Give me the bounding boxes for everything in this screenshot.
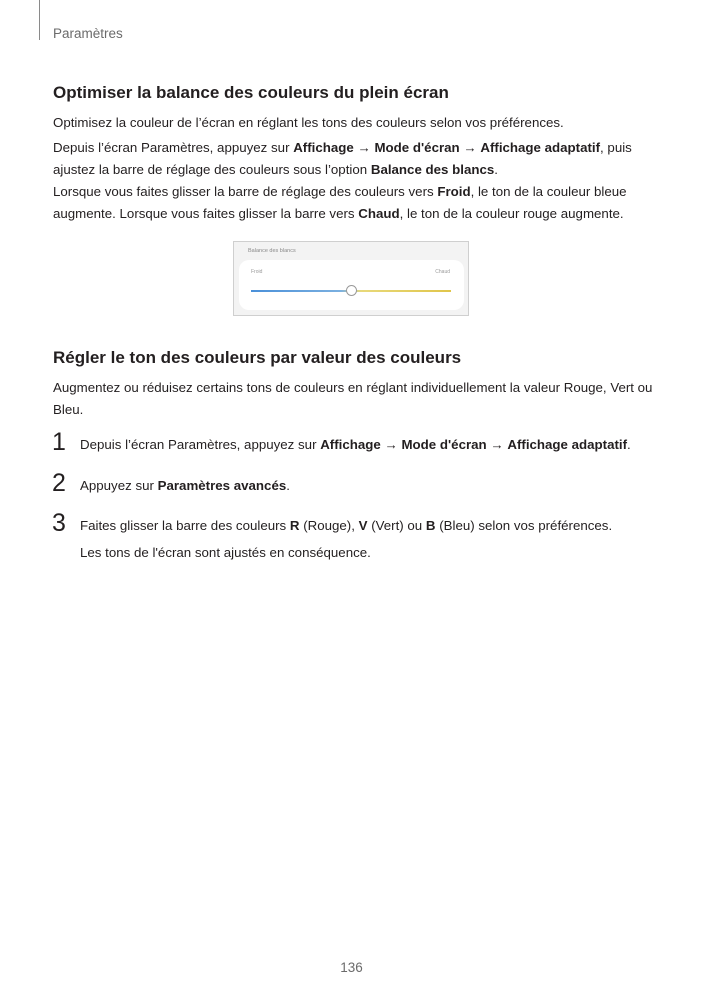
page-number: 136	[340, 960, 363, 975]
header-rule	[39, 0, 40, 40]
step-number: 1	[52, 428, 66, 456]
white-balance-figure	[233, 241, 469, 316]
step-number: 3	[52, 509, 66, 537]
section2-intro: Augmentez ou réduisez certains tons de couleurs en réglant individuellement la valeur Rouge, Vert ou Bleu.	[53, 380, 653, 417]
step-text: Faites glisser la barre des couleurs R (Rouge), V (Vert) ou B (Bleu) selon vos préférences.	[80, 518, 613, 533]
white-balance-slider-thumb[interactable]	[346, 285, 357, 296]
section1-explanation: Lorsque vous faites glisser la barre de réglage des couleurs vers Froid, le ton de la couleur bleue augmente. Lorsque vous faites glisser la barre vers Chaud, le ton de la couleur rouge augmente.	[53, 184, 627, 221]
step-text: Depuis l’écran Paramètres, appuyez sur Affichage → Mode d'écran → Affichage adaptatif.	[80, 437, 631, 452]
warm-label: Chaud	[435, 269, 450, 275]
section1-instructions: Depuis l’écran Paramètres, appuyez sur Affichage → Mode d'écran → Affichage adaptatif, puis ajustez la barre de réglage des couleurs sous l’option Balance des blancs.	[53, 140, 632, 177]
section-title-color-balance: Optimiser la balance des couleurs du plein écran	[53, 83, 449, 102]
figure-title: Balance des blancs	[248, 248, 296, 254]
section1-intro: Optimisez la couleur de l’écran en réglant les tons des couleurs selon vos préférences.	[53, 115, 564, 130]
running-head: Paramètres	[53, 26, 123, 41]
step-note: Les tons de l'écran sont ajustés en conséquence.	[80, 545, 371, 560]
step-text: Appuyez sur Paramètres avancés.	[80, 478, 290, 493]
section-title-color-values: Régler le ton des couleurs par valeur des couleurs	[53, 348, 462, 367]
cool-label: Froid	[251, 269, 263, 275]
step-number: 2	[52, 469, 66, 497]
white-balance-card	[239, 260, 464, 310]
